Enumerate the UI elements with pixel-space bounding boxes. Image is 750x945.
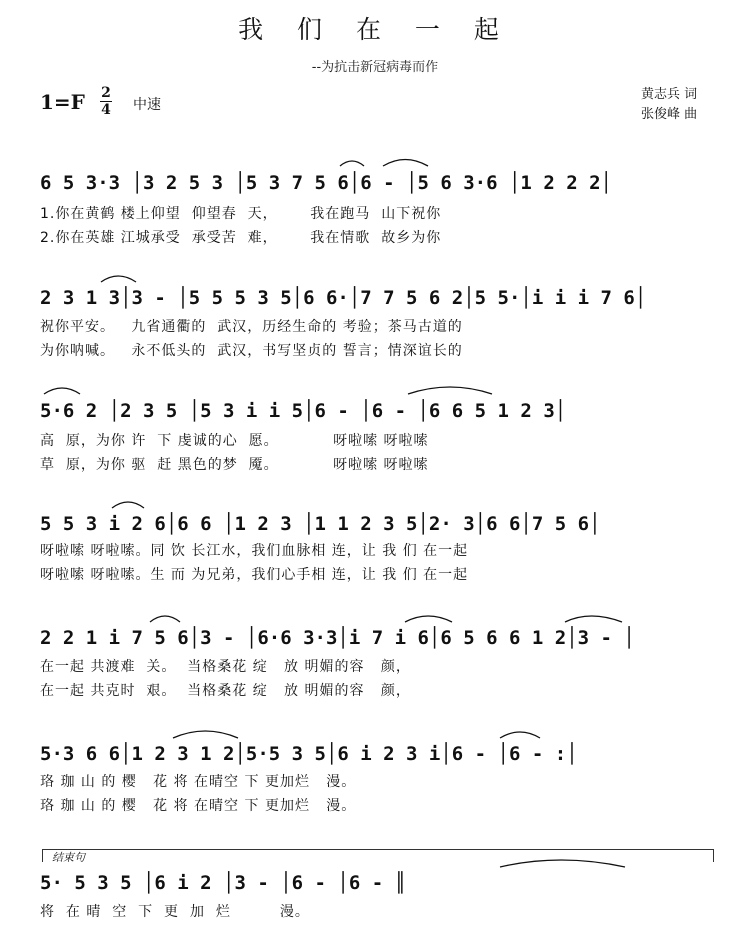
lyric-verse-1: 珞 珈 山 的 樱 花 将 在晴空 下 更加烂 漫。 <box>40 774 357 790</box>
slur <box>150 616 180 622</box>
notation-line: 2 3 1 3│3 - │5 5 5 3 5│6 6·│7 7 5 6 2│5 5·│i i i 7 6│ <box>40 287 647 309</box>
slur <box>405 616 452 622</box>
notation-line: 6 5 3·3 │3 2 5 3 │5 3 7 5 6│6 - │5 6 3·6 │1 2 2 2│ <box>40 172 612 194</box>
lyric-verse-2: 2.你在英雄 江城承受 承受苦 难， 我在情歌 故乡为你 <box>40 230 442 246</box>
notation-line: 5 5 3 i 2 6│6 6 │1 2 3 │1 1 2 3 5│2· 3│6 6│7 5 6│ <box>40 513 601 535</box>
slur <box>565 616 622 622</box>
slur <box>408 387 492 394</box>
lyricist-credit: 黄志兵 词 <box>641 87 698 102</box>
slur <box>173 731 238 738</box>
lyric-verse-1: 祝你平安。 九省通衢的 武汉，历经生命的 考验；茶马古道的 <box>40 319 463 335</box>
notation-line: 5· 5 3 5 │6 i 2 │3 - │6 - │6 - ║ <box>40 872 407 894</box>
tempo-marking: 中速 <box>133 97 161 113</box>
time-signature-top: 2 <box>101 85 111 101</box>
song-title: 我 们 在 一 起 <box>238 15 512 44</box>
lyric-verse-1: 高 原，为你 许 下 虔诚的心 愿。 呀啦嗦 呀啦嗦 <box>40 433 429 449</box>
lyric-verse-1: 呀啦嗦 呀啦嗦。同 饮 长江水，我们血脉相 连，让 我 们 在一起 <box>40 543 469 559</box>
lyric-verse-1: 1.你在黄鹤 楼上仰望 仰望春 天， 我在跑马 山下祝你 <box>40 206 442 222</box>
slur <box>112 502 144 508</box>
notation-line: 5·3 6 6│1 2 3 1 2│5·5 3 5│6 i 2 3 i│6 - │6 - :│ <box>40 743 578 765</box>
lyric-verse-2: 在一起 共克时 艰。 当格桑花 绽 放 明媚的容 颜， <box>40 683 411 699</box>
song-subtitle: --为抗击新冠病毒而作 <box>311 60 439 75</box>
lyric-line: 将 在 晴 空 下 更 加 烂 漫。 <box>40 904 310 920</box>
notation-line: 5·6 2 │2 3 5 │5 3 i i 5│6 - │6 - │6 6 5 1 2 3│ <box>40 400 567 422</box>
lyric-verse-2: 珞 珈 山 的 樱 花 将 在晴空 下 更加烂 漫。 <box>40 798 357 814</box>
lyric-verse-2: 呀啦嗦 呀啦嗦。生 而 为兄弟，我们心手相 连，让 我 们 在一起 <box>40 567 469 583</box>
composer-credit: 张俊峰 曲 <box>641 107 698 122</box>
slur <box>340 161 364 166</box>
time-signature-bottom: 4 <box>101 102 111 118</box>
slur <box>500 732 540 738</box>
notation-line: 2 2 1 i 7 5 6│3 - │6·6 3·3│i 7 i 6│6 5 6 6 1 2│3 - │ <box>40 627 635 649</box>
ending-label: 结束句 <box>52 851 85 864</box>
slur <box>44 388 80 394</box>
lyric-verse-2: 草 原，为你 驱 赶 黑色的梦 魇。 呀啦嗦 呀啦嗦 <box>40 457 429 473</box>
slur <box>383 160 428 167</box>
slur <box>101 276 136 282</box>
slur <box>500 860 625 867</box>
lyric-verse-2: 为你呐喊。 永不低头的 武汉，书写坚贞的 誓言；情深谊长的 <box>40 343 463 359</box>
key-signature: 1=F <box>40 90 85 114</box>
lyric-verse-1: 在一起 共渡难 关。 当格桑花 绽 放 明媚的容 颜， <box>40 659 411 675</box>
